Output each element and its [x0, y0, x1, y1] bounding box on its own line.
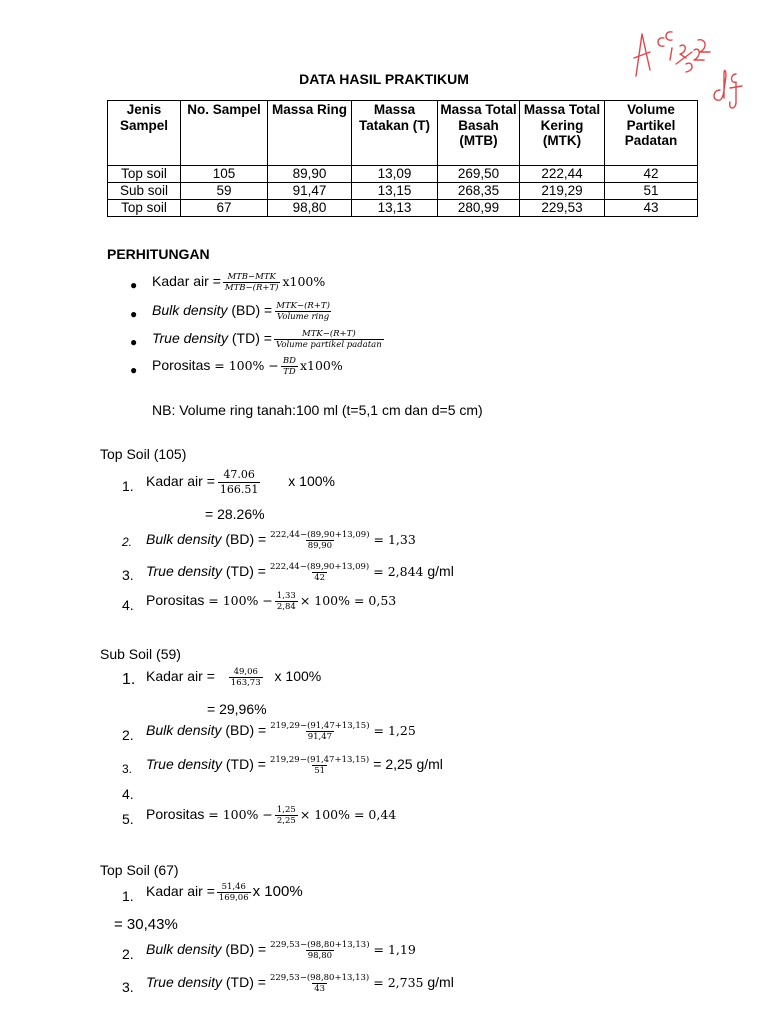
- fraction-denominator: 42: [314, 573, 326, 583]
- calc-fraction: [268, 562, 371, 583]
- calc-fraction: [217, 882, 251, 903]
- fraction-denominator: 89,90: [307, 541, 333, 551]
- formula-fraction: [274, 329, 384, 350]
- table-cell: 43: [605, 200, 698, 217]
- calc-label: True density: [146, 756, 222, 773]
- calc-label: True density: [146, 563, 222, 580]
- table-cell: 51: [605, 183, 698, 200]
- table-row: [108, 200, 698, 217]
- list-number: 5.: [122, 811, 134, 827]
- bullet-icon: ●: [130, 363, 138, 377]
- calc-unit: g/ml: [427, 974, 454, 991]
- calc-eq: = 100% −: [208, 593, 273, 609]
- table-row: [108, 166, 698, 183]
- calc-fraction: [218, 468, 261, 497]
- calc-label: Kadar air =: [146, 668, 215, 685]
- formula-tail: x100%: [282, 274, 326, 290]
- calc-true-density: [146, 973, 454, 994]
- list-number: 1.: [122, 478, 134, 494]
- formula-label: Bulk density: [152, 302, 228, 319]
- table-cell: 98,80: [268, 200, 352, 217]
- calc-fraction: [275, 591, 298, 612]
- calc-true-density: [146, 562, 454, 583]
- page-title: DATA HASIL PRAKTIKUM: [299, 71, 469, 87]
- calc-result: = 30,43%: [114, 916, 178, 933]
- table-cell: Sub soil: [108, 183, 181, 200]
- data-table: [107, 100, 698, 217]
- list-number: 1.: [122, 671, 136, 688]
- calc-kadar-air: [146, 667, 321, 688]
- header-mtb: Massa Total Basah (MTB): [438, 101, 520, 166]
- formula-fraction: [223, 272, 281, 293]
- calc-tail: x 100%: [252, 883, 303, 901]
- calc-tail: = 1,25: [373, 723, 416, 739]
- fraction-numerator: 49,06: [233, 667, 258, 677]
- calc-tail: = 2,844: [373, 564, 424, 580]
- fraction-denominator: 2,25: [276, 816, 296, 826]
- calc-bulk-density: [146, 940, 416, 961]
- calc-porositas: [146, 591, 396, 612]
- formula-fraction: [281, 356, 298, 377]
- calc-label-abbr: (BD) =: [225, 531, 267, 548]
- fraction-numerator: BD: [282, 356, 296, 366]
- table-cell: Top soil: [108, 200, 181, 217]
- handwritten-signature: [620, 18, 750, 118]
- table-cell: 222,44: [520, 166, 605, 183]
- fraction-denominator: 166.51: [219, 483, 259, 496]
- list-number: 4.: [122, 597, 134, 613]
- calc-kadar-air: [146, 882, 303, 903]
- calc-label: Bulk density: [146, 531, 222, 548]
- formula-fraction: [274, 301, 332, 322]
- calc-fraction: [229, 667, 263, 688]
- section-title: Top Soil (105): [100, 446, 187, 462]
- calc-true-density: [146, 755, 443, 776]
- table-header-row: [108, 101, 698, 166]
- fraction-denominator: 43: [314, 984, 326, 994]
- list-number: 4.: [122, 786, 134, 802]
- calc-label: Bulk density: [146, 722, 222, 739]
- calc-label: Porositas: [146, 592, 205, 609]
- table-cell: 105: [181, 166, 268, 183]
- table-cell: 219,29: [520, 183, 605, 200]
- table-cell: 13,15: [352, 183, 438, 200]
- calc-fraction: [268, 721, 371, 742]
- list-number: 2.: [122, 535, 133, 549]
- calc-label: True density: [146, 974, 222, 991]
- calc-label-abbr: (BD) =: [225, 722, 267, 739]
- header-massa-tatakan: Massa Tatakan (T): [352, 101, 438, 166]
- formula-kadar-air: [152, 272, 325, 293]
- formula-label-abbr: (TD): [231, 330, 260, 347]
- section-title: Sub Soil (59): [100, 646, 181, 662]
- table-cell: 91,47: [268, 183, 352, 200]
- formula-label: Kadar air: [152, 273, 209, 290]
- calc-bulk-density: [146, 721, 416, 742]
- table-cell: Top soil: [108, 166, 181, 183]
- calc-tail: = 2,25 g/ml: [373, 756, 443, 773]
- header-jenis-sampel: Jenis Sampel: [108, 101, 181, 166]
- fraction-denominator: 2,84: [276, 602, 296, 612]
- calc-label: Kadar air =: [146, 883, 215, 900]
- fraction-numerator: MTK−(R+T): [276, 301, 330, 311]
- calc-result: = 29,96%: [207, 701, 267, 717]
- list-number: 3.: [122, 762, 133, 776]
- fraction-denominator: 91,47: [307, 732, 333, 742]
- note-text: NB: Volume ring tanah:100 ml (t=5,1 cm dan d=5 cm): [152, 402, 483, 418]
- section-title: Top Soil (67): [100, 862, 179, 878]
- calc-tail: = 1,19: [373, 942, 416, 958]
- fraction-numerator: 222,44−(89,90+13,09): [269, 562, 370, 572]
- calc-label-abbr: (TD) =: [225, 974, 266, 991]
- formula-eq: = 100% −: [214, 358, 279, 374]
- formula-label-abbr: (BD): [231, 302, 261, 319]
- list-number: 3.: [122, 567, 134, 583]
- list-number: 1.: [122, 888, 134, 904]
- table-cell: 42: [605, 166, 698, 183]
- table-cell: 13,13: [352, 200, 438, 217]
- table-cell: 59: [181, 183, 268, 200]
- fraction-denominator: MTB−(R+T): [224, 283, 279, 293]
- calc-fraction: [268, 755, 371, 776]
- formula-label: True density: [152, 330, 228, 347]
- formula-bulk-density: [152, 301, 334, 322]
- calc-fraction: [268, 973, 371, 994]
- table-cell: 280,99: [438, 200, 520, 217]
- calc-porositas: [146, 805, 396, 826]
- calc-result: = 28.26%: [205, 506, 265, 522]
- fraction-numerator: 1,25: [276, 805, 296, 815]
- fraction-denominator: TD: [283, 367, 296, 377]
- calc-fraction: [275, 805, 298, 826]
- fraction-numerator: 222,44−(89,90+13,09): [270, 530, 370, 540]
- header-no-sampel: No. Sampel: [181, 101, 268, 166]
- bullet-icon: ●: [130, 335, 138, 349]
- formula-true-density: [152, 329, 386, 350]
- fraction-denominator: 51: [314, 766, 326, 776]
- fraction-numerator: MTB−MTK: [227, 272, 276, 282]
- fraction-numerator: 219,29−(91,47+13,15): [270, 721, 370, 731]
- calc-label-abbr: (TD) =: [225, 756, 266, 773]
- fraction-denominator: 169,06: [218, 893, 249, 903]
- calc-unit: g/ml: [427, 563, 454, 580]
- fraction-numerator: MTK−(R+T): [302, 329, 356, 339]
- calc-label: Porositas: [146, 806, 205, 823]
- fraction-numerator: 219,29−(91,47+13,15): [269, 755, 370, 765]
- table-cell: 89,90: [268, 166, 352, 183]
- fraction-denominator: Volume ring: [276, 312, 330, 322]
- list-number: 2.: [122, 946, 134, 962]
- header-mtk: Massa Total Kering (MTK): [520, 101, 605, 166]
- calc-label-abbr: (BD) =: [225, 941, 267, 958]
- formula-tail: x100%: [299, 358, 343, 374]
- perhitungan-heading: PERHITUNGAN: [107, 246, 210, 262]
- calc-tail: × 100% = 0,44: [299, 807, 397, 823]
- calc-bulk-density: [146, 530, 416, 551]
- calc-fraction: [268, 530, 371, 551]
- fraction-numerator: 229,53−(98,80+13,13): [270, 940, 370, 950]
- calc-kadar-air: [146, 468, 335, 497]
- table-row: [108, 183, 698, 200]
- list-number: 3.: [122, 979, 134, 995]
- formula-porositas: [152, 356, 343, 377]
- calc-fraction: [268, 940, 371, 961]
- fraction-denominator: Volume partikel padatan: [275, 340, 382, 350]
- fraction-numerator: 47.06: [223, 468, 255, 481]
- header-volume-partikel: Volume Partikel Padatan: [605, 101, 698, 166]
- formula-label: Porositas: [152, 357, 211, 374]
- calc-tail: = 2,735: [373, 975, 424, 991]
- formula-eq: =: [263, 330, 272, 347]
- fraction-numerator: 229,53−(98,80+13,13): [269, 973, 370, 983]
- table-cell: 13,09: [352, 166, 438, 183]
- header-massa-ring: Massa Ring: [268, 101, 352, 166]
- fraction-denominator: 163,73: [230, 678, 261, 688]
- fraction-denominator: 98,80: [307, 951, 333, 961]
- calc-label-abbr: (TD) =: [225, 563, 266, 580]
- calc-eq: = 100% −: [208, 807, 273, 823]
- fraction-numerator: 1,33: [276, 591, 296, 601]
- calc-tail: × 100% = 0,53: [299, 593, 397, 609]
- table-cell: 229,53: [520, 200, 605, 217]
- bullet-icon: ●: [130, 307, 138, 321]
- calc-tail: = 1,33: [373, 532, 416, 548]
- fraction-numerator: 51,46: [221, 882, 246, 892]
- table-cell: 67: [181, 200, 268, 217]
- formula-eq: =: [264, 302, 273, 319]
- calc-tail: x 100%: [274, 668, 322, 685]
- calc-tail: x 100%: [288, 473, 335, 490]
- table-cell: 269,50: [438, 166, 520, 183]
- formula-eq: =: [212, 273, 221, 290]
- calc-label: Bulk density: [146, 941, 222, 958]
- bullet-icon: ●: [130, 278, 138, 292]
- calc-label: Kadar air =: [146, 473, 215, 490]
- table-cell: 268,35: [438, 183, 520, 200]
- list-number: 2.: [122, 727, 134, 743]
